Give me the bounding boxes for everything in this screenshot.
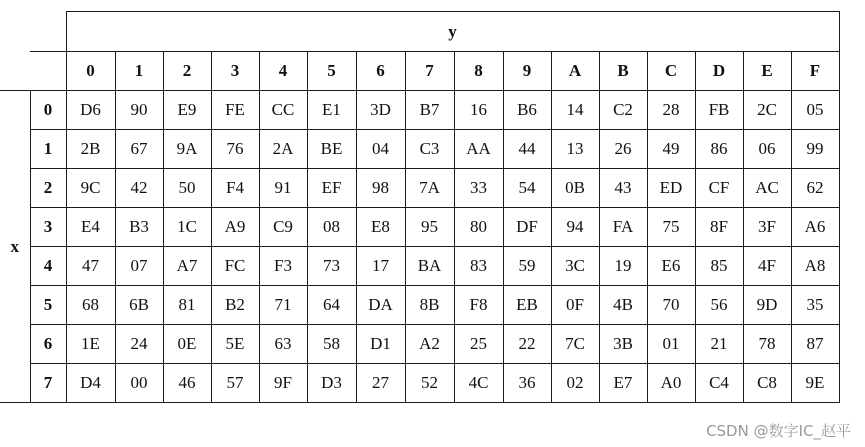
table-cell: 73 [307,247,356,286]
column-header: 8 [454,52,503,91]
table-cell: FB [695,91,743,130]
row-header: 3 [30,208,66,247]
table-cell: 1C [163,208,211,247]
table-cell: 05 [791,91,839,130]
column-header-row [0,52,839,91]
table-cell: E6 [647,247,695,286]
column-header: E [743,52,791,91]
y-axis-label: y [66,12,839,52]
column-header: 0 [66,52,115,91]
table-cell: 22 [503,325,551,364]
table-cell: 68 [66,286,115,325]
column-header: 2 [163,52,211,91]
table-cell: 99 [791,130,839,169]
table-cell: 85 [695,247,743,286]
table-cell: 81 [163,286,211,325]
table-cell: CF [695,169,743,208]
table-cell: A0 [647,364,695,403]
table-cell: 00 [115,364,163,403]
table-cell: 71 [259,286,307,325]
table-row [0,364,839,403]
column-header: 9 [503,52,551,91]
table-cell: 59 [503,247,551,286]
table-cell: 95 [405,208,454,247]
table-cell: 50 [163,169,211,208]
table-cell: 94 [551,208,599,247]
table-cell: FE [211,91,259,130]
table-cell: 49 [647,130,695,169]
table-row [0,91,839,130]
table-cell: BA [405,247,454,286]
table-cell: E1 [307,91,356,130]
row-header: 5 [30,286,66,325]
table-cell: 54 [503,169,551,208]
table-cell: 44 [503,130,551,169]
table-cell: 76 [211,130,259,169]
table-cell: 62 [791,169,839,208]
table-cell: 21 [695,325,743,364]
table-cell: C9 [259,208,307,247]
table-cell: A6 [791,208,839,247]
table-cell: 24 [115,325,163,364]
column-header: 1 [115,52,163,91]
table-cell: 9F [259,364,307,403]
table-cell: 42 [115,169,163,208]
table-cell: 70 [647,286,695,325]
table-cell: C4 [695,364,743,403]
table-cell: F4 [211,169,259,208]
table-cell: 06 [743,130,791,169]
table-cell: 7A [405,169,454,208]
table-cell: 17 [356,247,405,286]
table-cell: 2C [743,91,791,130]
table-cell: 83 [454,247,503,286]
table-cell: 07 [115,247,163,286]
table-cell: F3 [259,247,307,286]
table-cell: 86 [695,130,743,169]
table-cell: 1E [66,325,115,364]
table-cell: 52 [405,364,454,403]
table-cell: E8 [356,208,405,247]
table-cell: 9E [791,364,839,403]
table-cell: C2 [599,91,647,130]
column-header: D [695,52,743,91]
table-cell: 87 [791,325,839,364]
table-row [0,169,839,208]
row-header: 2 [30,169,66,208]
table-cell: 43 [599,169,647,208]
table-cell: B6 [503,91,551,130]
column-header: 7 [405,52,454,91]
table-cell: 64 [307,286,356,325]
sbox-table [0,11,840,403]
watermark: CSDN @数字IC_赵平 [706,422,851,440]
column-header: 4 [259,52,307,91]
table-cell: 9A [163,130,211,169]
table-cell: 5E [211,325,259,364]
table-cell: 35 [791,286,839,325]
table-cell: C8 [743,364,791,403]
table-cell: 02 [551,364,599,403]
table-cell: 16 [454,91,503,130]
table-cell: EB [503,286,551,325]
table-cell: D1 [356,325,405,364]
table-cell: AC [743,169,791,208]
row-header: 0 [30,91,66,130]
table-cell: 91 [259,169,307,208]
table-cell: 4F [743,247,791,286]
table-cell: 3F [743,208,791,247]
column-header: 5 [307,52,356,91]
y-label-row [0,12,839,52]
table-cell: D3 [307,364,356,403]
table-cell: FC [211,247,259,286]
table-cell: 2A [259,130,307,169]
table-cell: EF [307,169,356,208]
row-header: 6 [30,325,66,364]
table-cell: 56 [695,286,743,325]
table-cell: C3 [405,130,454,169]
table-cell: 19 [599,247,647,286]
table-cell: 0F [551,286,599,325]
table-cell: E4 [66,208,115,247]
table-cell: 04 [356,130,405,169]
table-row [0,208,839,247]
table-cell: 27 [356,364,405,403]
table-cell: D4 [66,364,115,403]
table-cell: F8 [454,286,503,325]
table-cell: 57 [211,364,259,403]
table-cell: 9D [743,286,791,325]
table-row [0,286,839,325]
table-cell: FA [599,208,647,247]
column-header: B [599,52,647,91]
column-header: C [647,52,695,91]
column-header: 3 [211,52,259,91]
table-cell: D6 [66,91,115,130]
table-cell: B2 [211,286,259,325]
table-cell: E9 [163,91,211,130]
table-cell: DA [356,286,405,325]
table-cell: 47 [66,247,115,286]
table-cell: 26 [599,130,647,169]
table-cell: 2B [66,130,115,169]
table-cell: 01 [647,325,695,364]
table-cell: B7 [405,91,454,130]
table-cell: DF [503,208,551,247]
table-cell: 08 [307,208,356,247]
table-row [0,325,839,364]
table-cell: 58 [307,325,356,364]
column-header: F [791,52,839,91]
table-cell: 8B [405,286,454,325]
table-cell: 0E [163,325,211,364]
table-row [0,247,839,286]
table-cell: ED [647,169,695,208]
table-cell: 75 [647,208,695,247]
table-cell: 3D [356,91,405,130]
table-cell: 14 [551,91,599,130]
table-cell: A8 [791,247,839,286]
table-cell: 98 [356,169,405,208]
row-header: 1 [30,130,66,169]
column-header: A [551,52,599,91]
table-cell: 67 [115,130,163,169]
table-cell: B3 [115,208,163,247]
column-header: 6 [356,52,405,91]
table-cell: 63 [259,325,307,364]
table-cell: E7 [599,364,647,403]
table-cell: 0B [551,169,599,208]
table-cell: CC [259,91,307,130]
table-cell: 3B [599,325,647,364]
table-cell: BE [307,130,356,169]
table-cell: 78 [743,325,791,364]
table-cell: 80 [454,208,503,247]
table-cell: 90 [115,91,163,130]
table-cell: A2 [405,325,454,364]
table-cell: 3C [551,247,599,286]
table-cell: 13 [551,130,599,169]
table-cell: 28 [647,91,695,130]
x-axis-label: x [0,91,30,403]
table-row [0,130,839,169]
table-cell: 4C [454,364,503,403]
table-cell: 9C [66,169,115,208]
table-cell: 36 [503,364,551,403]
table-cell: AA [454,130,503,169]
table-cell: 4B [599,286,647,325]
row-header: 7 [30,364,66,403]
table-cell: 6B [115,286,163,325]
table-cell: 33 [454,169,503,208]
table-cell: A9 [211,208,259,247]
table-cell: 46 [163,364,211,403]
table-cell: 8F [695,208,743,247]
row-header: 4 [30,247,66,286]
table-cell: A7 [163,247,211,286]
table-cell: 7C [551,325,599,364]
table-cell: 25 [454,325,503,364]
